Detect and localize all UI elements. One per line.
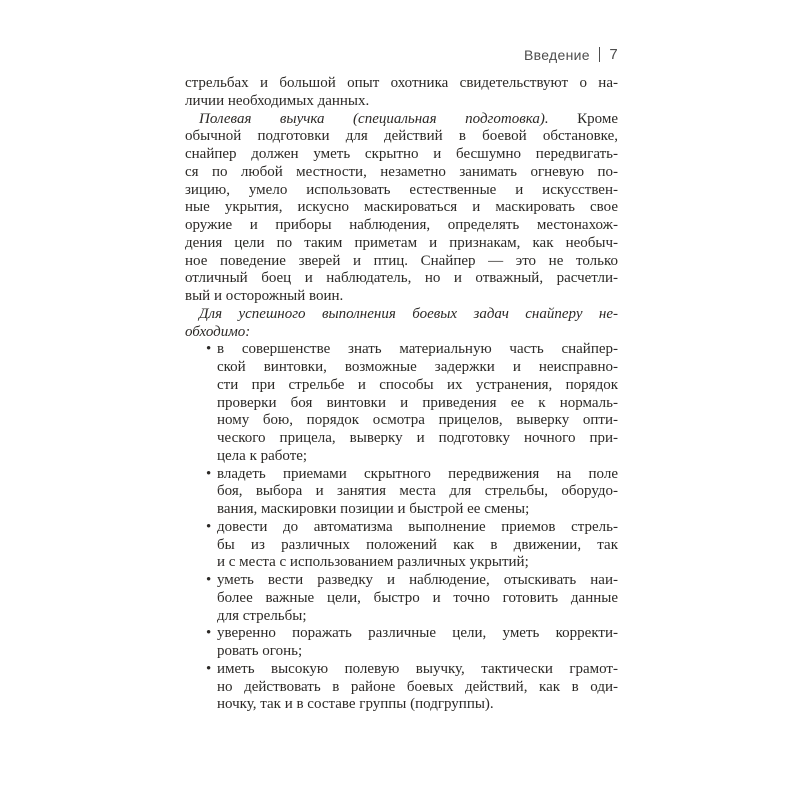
bullet-item	[185, 625, 618, 661]
text-line: цела к работе;	[217, 447, 308, 464]
text-line: ночку, так и в составе группы (подгруппы).	[217, 696, 494, 713]
text-line: дения цели по таким приметам и признакам, как необыч-	[185, 234, 618, 251]
bullet-icon: •	[206, 465, 212, 482]
text-line: ровать огонь;	[217, 643, 303, 659]
italic-text-segment: Полевая выучка (специальная подготовка).	[199, 110, 549, 127]
text-line: ской винтовки, возможные задержки и неисправно-	[217, 359, 618, 375]
text-line: ся по любой местности, незаметно занимать огневую по-	[185, 163, 618, 180]
text-line: в совершенстве знать материальную часть снайпер-	[217, 341, 618, 358]
bullet-icon: •	[206, 572, 212, 588]
text-line: и с места с использованием различных укрытий;	[217, 554, 529, 571]
text-line: уметь вести разведку и наблюдение, отыскивать наи-	[217, 572, 618, 588]
text-line: личии необходимых данных.	[185, 92, 370, 109]
text-line: иметь высокую полевую выучку, тактически грамот-	[217, 660, 618, 677]
text-line: зицию, умело использовать естественные и искусствен-	[185, 181, 618, 198]
running-head	[185, 46, 618, 63]
running-head-chapter: Введение	[524, 46, 590, 63]
text-line: обычной подготовки для действий в боевой обстановке,	[185, 128, 618, 145]
bullet-item	[185, 466, 618, 519]
text-line: владеть приемами скрытного передвижения на поле	[217, 465, 618, 482]
text-block	[185, 75, 618, 714]
bullet-icon: •	[206, 660, 212, 677]
paragraph	[185, 75, 618, 111]
text-line: проверки боя винтовки и приведения ее к нормаль-	[217, 394, 618, 411]
text-segment: Кроме	[548, 110, 618, 127]
text-line: снайпер должен уметь скрытно и бесшумно передвигать-	[185, 146, 618, 162]
text-line: для стрельбы;	[217, 607, 307, 624]
bullet-item	[185, 661, 618, 714]
text-line: ному бою, порядок осмотра прицелов, выверку опти-	[217, 412, 618, 429]
text-line	[185, 111, 618, 129]
text-line: отличный боец и наблюдатель, но и отважный, расчетли-	[185, 270, 618, 287]
text-line: уверенно поражать различные цели, уметь корректи-	[217, 625, 618, 642]
page-number: 7	[609, 46, 618, 63]
bullet-item	[185, 519, 618, 572]
text-line: бы из различных положений как в движении, так	[217, 536, 618, 553]
text-line: но действовать в районе боевых действий, как в оди-	[217, 678, 618, 695]
bullet-icon: •	[206, 341, 212, 358]
text-line: боя, выбора и занятия места для стрельбы, оборудо-	[217, 483, 618, 500]
text-line: ные укрытия, искусно маскироваться и маскировать свое	[185, 199, 618, 216]
bullet-item	[185, 572, 618, 625]
text-line: сти при стрельбе и способы их устранения, порядок	[217, 376, 618, 393]
text-line: обходимо:	[185, 323, 251, 340]
bullet-item	[185, 341, 618, 465]
header-separator-bar	[599, 47, 601, 62]
text-line: довести до автоматизма выполнение приемов стрель-	[217, 518, 618, 535]
text-line: вания, маскировки позиции и быстрой ее смены;	[217, 501, 530, 517]
paragraph	[185, 111, 618, 306]
paragraph	[185, 306, 618, 342]
text-line: стрельбах и большой опыт охотника свидетельствуют о на-	[185, 75, 618, 91]
text-line: ческого прицела, выверку и подготовку ночного при-	[217, 430, 618, 446]
text-line: вый и осторожный воин.	[185, 288, 344, 304]
text-line: ное поведение зверей и птиц. Снайпер — это не только	[185, 252, 618, 269]
text-line: более важные цели, быстро и точно готовить данные	[217, 589, 618, 606]
text-line: Для успешного выполнения боевых задач снайперу не-	[199, 305, 618, 322]
bullet-icon: •	[206, 625, 212, 642]
text-line: оружие и приборы наблюдения, определять местонахож-	[185, 217, 618, 233]
bullet-icon: •	[206, 518, 212, 535]
